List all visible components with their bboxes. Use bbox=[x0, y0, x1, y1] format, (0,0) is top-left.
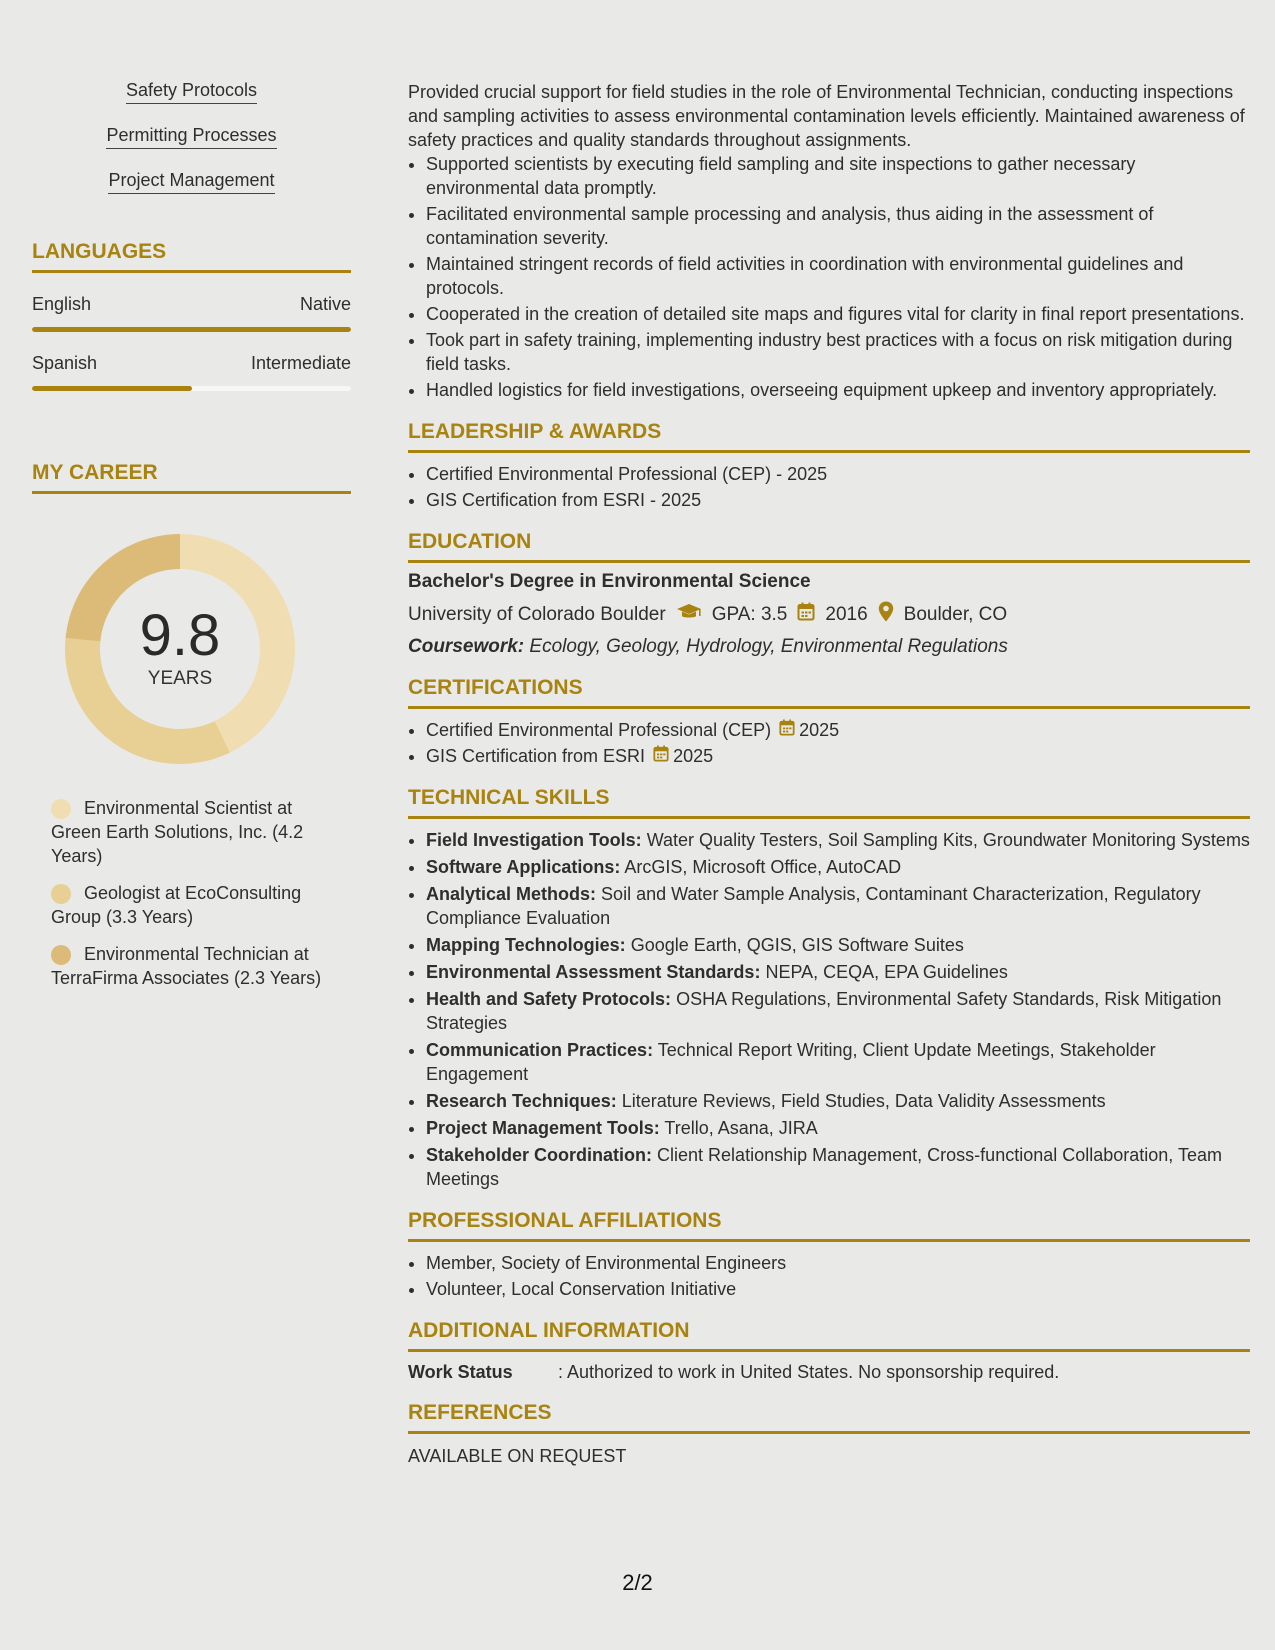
location: Boulder, CO bbox=[903, 603, 1008, 625]
language-bar bbox=[32, 327, 351, 332]
technical-skill-item: • Field Investigation Tools: Water Quality Testers, Soil Sampling Kits, Groundwater Monitoring Systems bbox=[426, 828, 1250, 852]
calendar-icon bbox=[779, 718, 795, 742]
work-status-label: Work Status bbox=[408, 1362, 513, 1382]
career-total: 9.8 bbox=[139, 603, 221, 668]
skill-tag: Permitting Processes bbox=[32, 125, 351, 170]
education-title: EDUCATION bbox=[408, 530, 1250, 563]
technical-skill-item: • Environmental Assessment Standards: NEPA, CEQA, EPA Guidelines bbox=[426, 960, 1250, 984]
calendar-icon bbox=[653, 744, 669, 768]
additional-title: ADDITIONAL INFORMATION bbox=[408, 1319, 1250, 1352]
technical-skill-item: • Mapping Technologies: Google Earth, QGIS, GIS Software Suites bbox=[426, 933, 1250, 957]
graduation-year: 2016 bbox=[825, 603, 868, 625]
certification-item: • GIS Certification from ESRI 2025 bbox=[426, 744, 1250, 768]
education-details bbox=[408, 601, 1250, 628]
certifications-list bbox=[408, 718, 1250, 768]
references-section bbox=[408, 1401, 1250, 1468]
main-content bbox=[408, 80, 1250, 1468]
experience-section bbox=[408, 80, 1250, 402]
map-pin-icon bbox=[878, 601, 894, 628]
career-legend-item: Geologist at EcoConsulting Group (3.3 Years) bbox=[51, 883, 302, 927]
technical-skills-section bbox=[408, 786, 1250, 1191]
career-title: MY CAREER bbox=[32, 461, 351, 494]
language-item bbox=[32, 353, 351, 391]
experience-bullet: • Cooperated in the creation of detailed site maps and figures vital for clarity in final report presentations. bbox=[426, 302, 1250, 326]
school: University of Colorado Boulder bbox=[408, 603, 666, 625]
references-title: REFERENCES bbox=[408, 1401, 1250, 1434]
experience-bullet: • Supported scientists by executing field sampling and site inspections to gather necessary environmental data promptly. bbox=[426, 152, 1250, 200]
career-legend-item: Environmental Technician at TerraFirma Associates (2.3 Years) bbox=[51, 944, 322, 988]
language-name: English bbox=[32, 294, 92, 314]
language-item bbox=[32, 294, 351, 332]
legend-dot bbox=[51, 884, 71, 904]
work-status bbox=[408, 1362, 1250, 1383]
legend-dot bbox=[51, 945, 71, 965]
experience-summary: Provided crucial support for field studies in the role of Environmental Technician, conducting inspections and sampling activities to assess environmental contamination levels efficiently. Maintained awareness of safety practices and quality standards throughout assignments. bbox=[408, 82, 1245, 150]
legend-dot bbox=[51, 799, 71, 819]
technical-skills-title: TECHNICAL SKILLS bbox=[408, 786, 1250, 819]
career-legend bbox=[51, 796, 331, 990]
language-level: Native bbox=[299, 294, 351, 314]
affiliations-title: PROFESSIONAL AFFILIATIONS bbox=[408, 1209, 1250, 1242]
technical-skill-item: • Communication Practices: Technical Report Writing, Client Update Meetings, Stakeholder Engagement bbox=[426, 1038, 1250, 1086]
certification-item: • Certified Environmental Professional (CEP) 2025 bbox=[426, 718, 1250, 742]
language-name: Spanish bbox=[32, 353, 98, 373]
graduation-cap-icon bbox=[676, 603, 702, 627]
skill-list bbox=[32, 80, 351, 215]
technical-skill-item: • Health and Safety Protocols: OSHA Regulations, Environmental Safety Standards, Risk Mitigation Strategies bbox=[426, 987, 1250, 1035]
sidebar bbox=[32, 80, 351, 1003]
affiliations-section bbox=[408, 1209, 1250, 1301]
affiliation-item: • Volunteer, Local Conservation Initiative bbox=[426, 1277, 1250, 1301]
technical-skill-item: • Stakeholder Coordination: Client Relationship Management, Cross-functional Collaboration, Team Meetings bbox=[426, 1143, 1250, 1191]
certification-year: 2025 bbox=[673, 746, 714, 766]
additional-section bbox=[408, 1319, 1250, 1383]
affiliation-item: • Member, Society of Environmental Engineers bbox=[426, 1251, 1250, 1275]
calendar-icon bbox=[797, 602, 815, 627]
career-donut bbox=[65, 534, 295, 764]
technical-skill-item: • Project Management Tools: Trello, Asana, JIRA bbox=[426, 1116, 1250, 1140]
technical-skill-item: • Software Applications: ArcGIS, Microsoft Office, AutoCAD bbox=[426, 855, 1250, 879]
certifications-title: CERTIFICATIONS bbox=[408, 676, 1250, 709]
career-unit: YEARS bbox=[147, 668, 213, 689]
languages-section bbox=[32, 240, 351, 391]
leadership-item: • Certified Environmental Professional (CEP) - 2025 bbox=[426, 462, 1250, 486]
work-status-value: : Authorized to work in United States. No sponsorship required. bbox=[558, 1362, 1060, 1382]
certification-year: 2025 bbox=[799, 720, 840, 740]
language-bar bbox=[32, 386, 351, 391]
language-level: Intermediate bbox=[250, 353, 351, 373]
degree: Bachelor's Degree in Environmental Science bbox=[408, 571, 811, 592]
skill-tag: Project Management bbox=[32, 170, 351, 215]
coursework-label: Coursework: bbox=[408, 636, 525, 657]
certifications-section bbox=[408, 676, 1250, 768]
career-section bbox=[32, 461, 351, 990]
coursework bbox=[408, 636, 1250, 658]
languages-title: LANGUAGES bbox=[32, 240, 351, 273]
leadership-title: LEADERSHIP & AWARDS bbox=[408, 420, 1250, 453]
experience-bullet: • Took part in safety training, implementing industry best practices with a focus on risk mitigation during field tasks. bbox=[426, 328, 1250, 376]
leadership-list bbox=[408, 462, 1250, 512]
experience-bullets bbox=[408, 152, 1250, 402]
page-number: 2/2 bbox=[622, 1570, 653, 1595]
technical-skill-item: • Research Techniques: Literature Reviews, Field Studies, Data Validity Assessments bbox=[426, 1089, 1250, 1113]
education-section bbox=[408, 530, 1250, 658]
leadership-section bbox=[408, 420, 1250, 512]
affiliations-list bbox=[408, 1251, 1250, 1301]
technical-skill-item: • Analytical Methods: Soil and Water Sample Analysis, Contaminant Characterization, Regulatory Compliance Evaluation bbox=[426, 882, 1250, 930]
gpa: GPA: 3.5 bbox=[711, 603, 788, 625]
experience-bullet: • Maintained stringent records of field activities in coordination with environmental guidelines and protocols. bbox=[426, 252, 1250, 300]
experience-bullet: • Facilitated environmental sample processing and analysis, thus aiding in the assessment of contamination severity. bbox=[426, 202, 1250, 250]
references-text: AVAILABLE ON REQUEST bbox=[408, 1446, 627, 1466]
coursework-value: Ecology, Geology, Hydrology, Environmental Regulations bbox=[529, 636, 1008, 657]
technical-skills-list bbox=[408, 828, 1250, 1191]
experience-bullet: • Handled logistics for field investigations, overseeing equipment upkeep and inventory appropriately. bbox=[426, 378, 1250, 402]
leadership-item: • GIS Certification from ESRI - 2025 bbox=[426, 488, 1250, 512]
skill-tag: Safety Protocols bbox=[32, 80, 351, 125]
career-legend-item: Environmental Scientist at Green Earth Solutions, Inc. (4.2 Years) bbox=[51, 798, 304, 866]
